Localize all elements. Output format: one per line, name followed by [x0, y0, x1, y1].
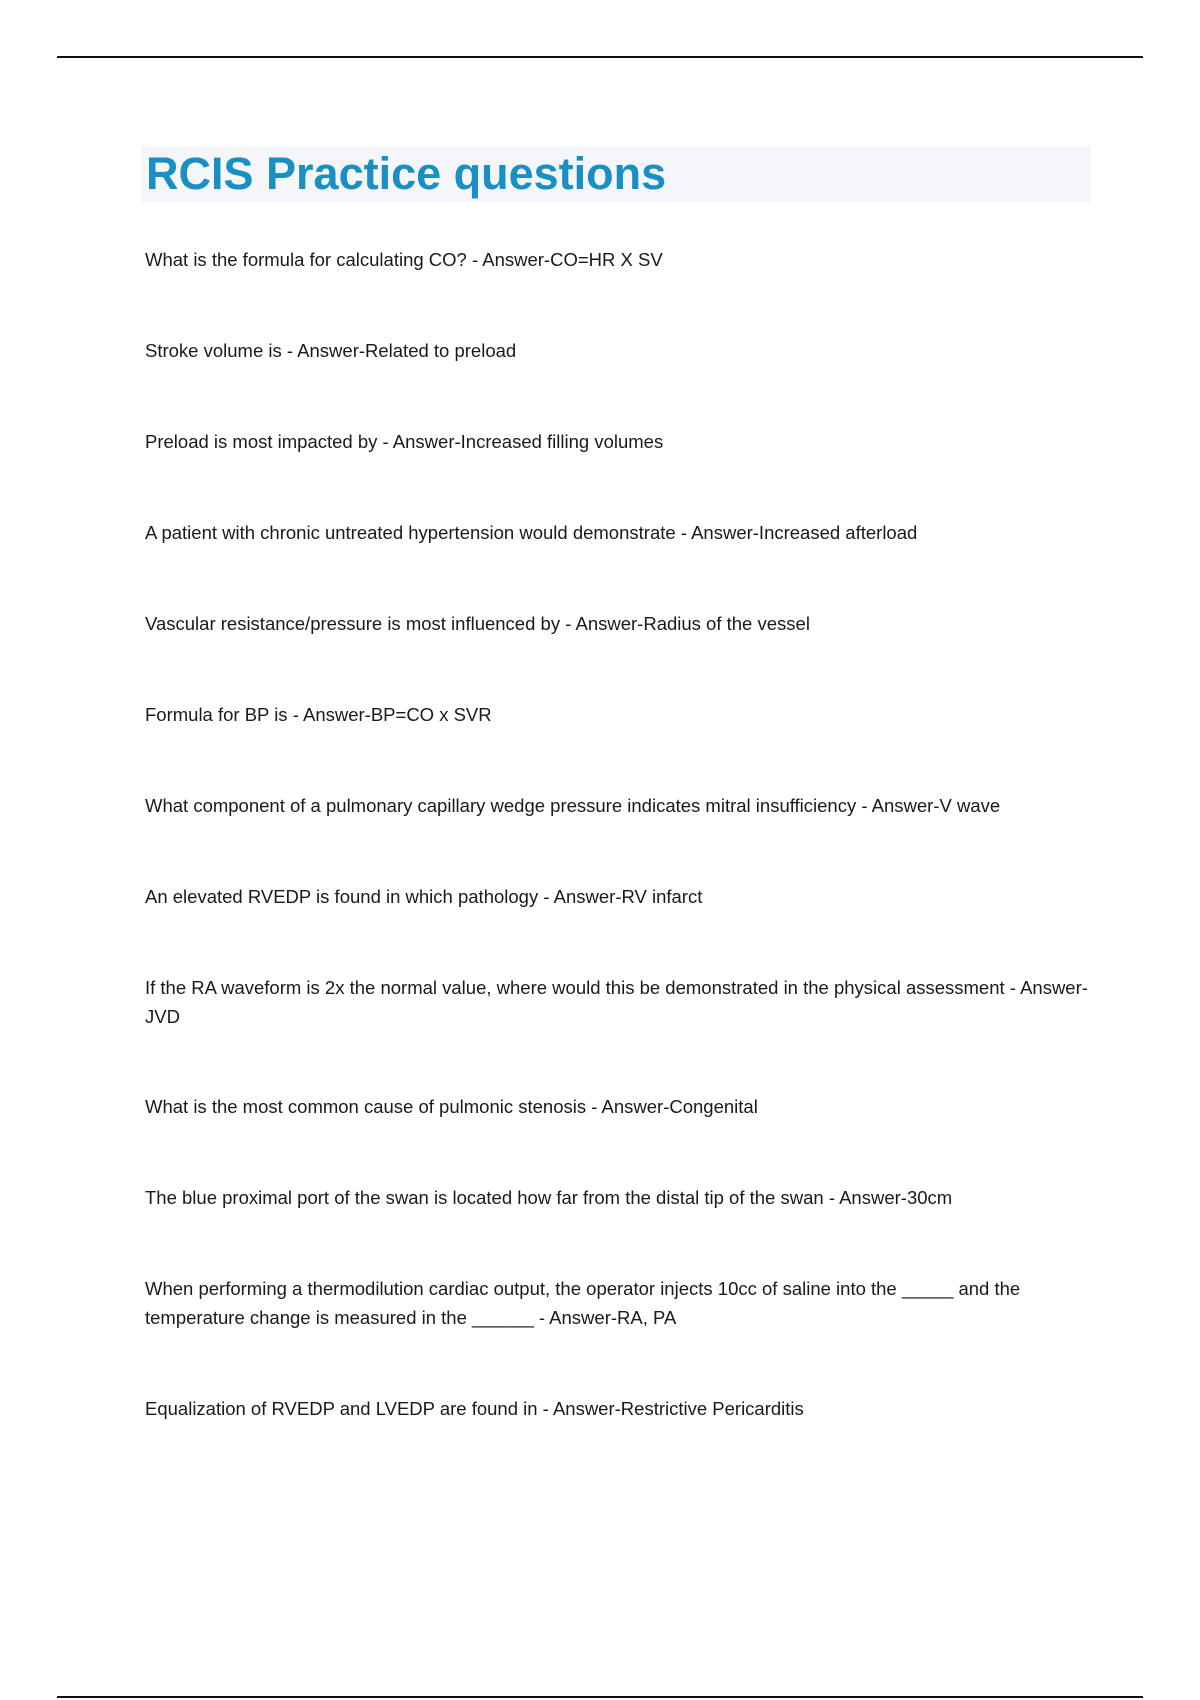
question-item-6: Formula for BP is - Answer-BP=CO x SVR — [145, 704, 492, 725]
question-item-4: A patient with chronic untreated hypertension would demonstrate - Answer-Increased afterload — [145, 522, 918, 543]
bottom-divider — [57, 1696, 1143, 1698]
question-item-12: When performing a thermodilution cardiac output, the operator injects 10cc of saline into the _____ and the temperature change is measured in the ______ - Answer-RA, PA — [145, 1278, 1021, 1328]
question-item-2: Stroke volume is - Answer-Related to preload — [145, 340, 517, 361]
top-divider — [57, 56, 1143, 58]
question-item-10: What is the most common cause of pulmonic stenosis - Answer-Congenital — [145, 1096, 758, 1117]
question-item-9: If the RA waveform is 2x the normal value, where would this be demonstrated in the physical assessment - Answer-JVD — [145, 977, 1088, 1027]
question-item-5: Vascular resistance/pressure is most influenced by - Answer-Radius of the vessel — [145, 613, 810, 634]
question-item-13: Equalization of RVEDP and LVEDP are found in - Answer-Restrictive Pericarditis — [145, 1398, 804, 1419]
question-item-1: What is the formula for calculating CO? - Answer-CO=HR X SV — [145, 249, 663, 270]
question-item-3: Preload is most impacted by - Answer-Increased filling volumes — [145, 431, 664, 452]
question-item-8: An elevated RVEDP is found in which pathology - Answer-RV infarct — [145, 886, 703, 907]
document-title: RCIS Practice questions — [146, 148, 667, 199]
question-item-11: The blue proximal port of the swan is located how far from the distal tip of the swan - Answer-30cm — [145, 1187, 953, 1208]
question-item-7: What component of a pulmonary capillary wedge pressure indicates mitral insufficiency - Answer-V wave — [145, 795, 1001, 816]
